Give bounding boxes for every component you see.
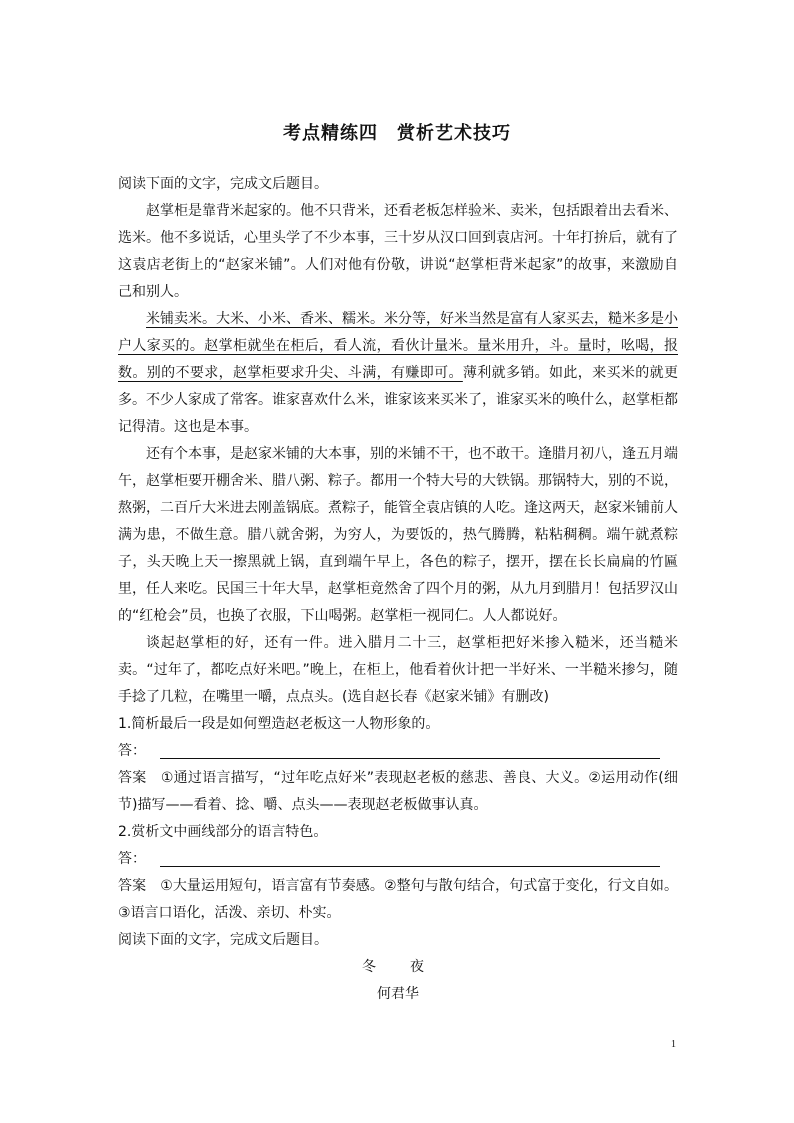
answer-prompt: 答：: [118, 851, 146, 867]
answer-blank-line[interactable]: [160, 866, 660, 867]
answer-blank-line[interactable]: [160, 758, 660, 759]
page-number: 1: [671, 1039, 676, 1050]
poem-author: 何君华: [377, 986, 419, 1002]
answer-1: 答案 ①通过语言描写，“过年吃点好米”表现赵老板的慈悲、善良、大义。②运用动作(细节)描写——看着、捻、嚼、点头——表现赵老板做事认真。: [118, 770, 678, 813]
poem-title: 冬 夜: [362, 959, 434, 975]
passage-paragraph: 赵掌柜是靠背米起家的。他不只背米，还看老板怎样验米、卖米，包括跟着出去看米、选米。他不多说话，心里头学了不少本事，三十岁从汉口回到袁店河。十年打拚后，就有了这袁店老街上的“赵家米铺”。人们对他有份敬，讲说“赵掌柜背米起家”的故事，来激励自己和别人。: [118, 203, 678, 300]
question-1: 1.简析最后一段是如何塑造赵老板这一人物形象的。: [118, 716, 440, 732]
passage-paragraph-rest: 薄利就多销。如此，来买米的就更多。不少人家成了常客。谁家喜欢什么米，谁家该来买米了，谁家买米的唤什么，赵掌柜都记得清。这也是本事。: [118, 365, 679, 435]
answer-line-1[interactable]: [118, 738, 678, 765]
underlined-passage-text: 米铺卖米。大米、小米、香米、糯米。米分等，好米当然是富有人家买去，糙米多是小户人家买的。赵掌柜就坐在柜后，看人流，看伙计量米。量米用升，斗。量时，吆喝，报数。别的不要求，赵掌柜要求升尖、斗满，有赚即可。: [118, 311, 678, 381]
question-2: 2.赏析文中画线部分的语言特色。: [118, 824, 328, 840]
passage-paragraph: 还有个本事，是赵家米铺的大本事，别的米铺不干，也不敢干。逢腊月初八，逢五月端午，赵掌柜要开棚舍米、腊八粥、粽子。都用一个特大号的大铁锅。那锅特大，别的不说，熬粥，二百斤大米进去刚盖锅底。煮粽子，能管全袁店镇的人吃。逢这两天，赵家米铺前人满为患，不做生意。腊八就舍粥，为穷人，为要饭的，热气腾腾，粘粘稠稠。端午就煮粽子，头天晚上天一擦黑就上锅，直到端午早上，各色的粽子，摆开，摆在长长扁扁的竹匾里，任人来吃。民国三十年大旱，赵掌柜竟然舍了四个月的粥，从九月到腊月！包括罗汉山的“红枪会”员，也换了衣服，下山喝粥。赵掌柜一视同仁。人人都说好。: [118, 446, 678, 624]
answer-2: 答案 ①大量运用短句，语言富有节奏感。②整句与散句结合，句式富于变化，行文自如。③语言口语化，活泼、亲切、朴实。: [118, 878, 678, 921]
passage-paragraph-with-underline: [118, 306, 678, 441]
document-content: [118, 171, 678, 1008]
reading-instruction: 阅读下面的文字，完成文后题目。: [118, 176, 328, 192]
answer-line-2[interactable]: [118, 846, 678, 873]
passage-paragraph: 谈起赵掌柜的好，还有一件。进入腊月二十三，赵掌柜把好米掺入糙米，还当糙米卖。“过年了，都吃点好米吧。”晚上，在柜上，他看着伙计把一半好米、一半糙米掺匀，随手捻了几粒，在嘴里一嚼，点点头。(选自赵长春《赵家米铺》有删改): [118, 635, 678, 705]
answer-prompt: 答：: [118, 743, 146, 759]
next-reading-instruction: 阅读下面的文字，完成文后题目。: [118, 932, 328, 948]
document-title: 考点精练四 赏析艺术技巧: [283, 123, 511, 144]
